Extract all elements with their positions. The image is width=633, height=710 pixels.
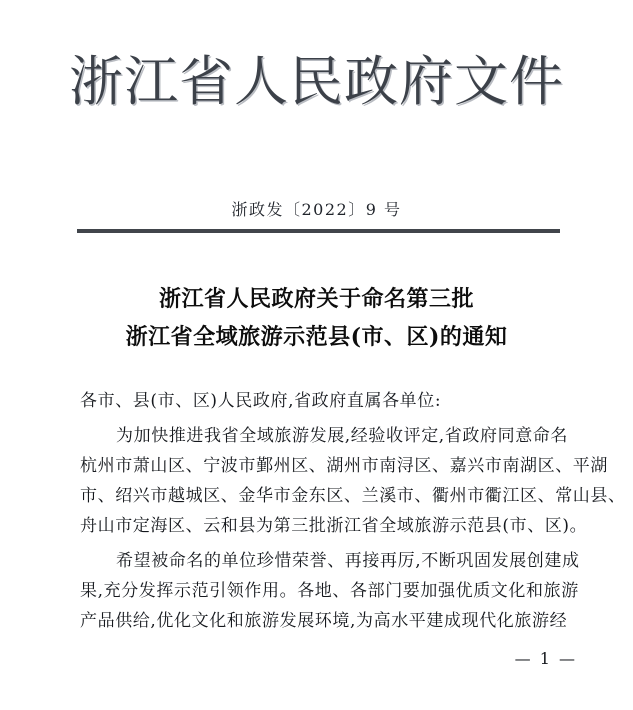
paragraph-1-line-4: 舟山市定海区、云和县为第三批浙江省全域旅游示范县(市、区)。 bbox=[80, 516, 588, 536]
paragraph-2-line-3: 产品供给,优化文化和旅游发展环境,为高水平建成现代化旅游经 bbox=[80, 611, 568, 631]
document-title bbox=[0, 280, 633, 356]
page-number: — 1 — bbox=[514, 649, 577, 668]
document-title-line-1: 浙江省人民政府关于命名第三批 bbox=[158, 286, 474, 312]
paragraph-1 bbox=[80, 421, 626, 541]
paragraph-1-line-1: 为加快推进我省全域旅游发展,经验收评定,省政府同意命名 bbox=[116, 426, 569, 446]
paragraph-2-line-2: 果,充分发挥示范引领作用。各地、各部门要加强优质文化和旅游 bbox=[80, 581, 579, 601]
document-body bbox=[80, 386, 626, 636]
paragraph-2 bbox=[80, 546, 580, 636]
salutation: 各市、县(市、区)人民政府,省政府直属各单位: bbox=[80, 391, 442, 411]
paragraph-1-line-2: 杭州市萧山区、宁波市鄞州区、湖州市南浔区、嘉兴市南湖区、平湖 bbox=[80, 456, 608, 476]
document-number: 浙政发〔2022〕9 号 bbox=[231, 200, 402, 219]
document-title-line-2: 浙江省全域旅游示范县(市、区)的通知 bbox=[125, 324, 508, 350]
paragraph-2-line-1: 希望被命名的单位珍惜荣誉、再接再厉,不断巩固发展创建成 bbox=[116, 551, 580, 571]
masthead-title: 浙江省人民政府文件 bbox=[69, 50, 564, 113]
masthead bbox=[0, 52, 633, 112]
document-number-row bbox=[0, 197, 633, 220]
paragraph-1-line-3: 市、绍兴市越城区、金华市金东区、兰溪市、衢州市衢江区、常山县、 bbox=[80, 486, 626, 506]
masthead-divider-rule bbox=[77, 229, 560, 233]
